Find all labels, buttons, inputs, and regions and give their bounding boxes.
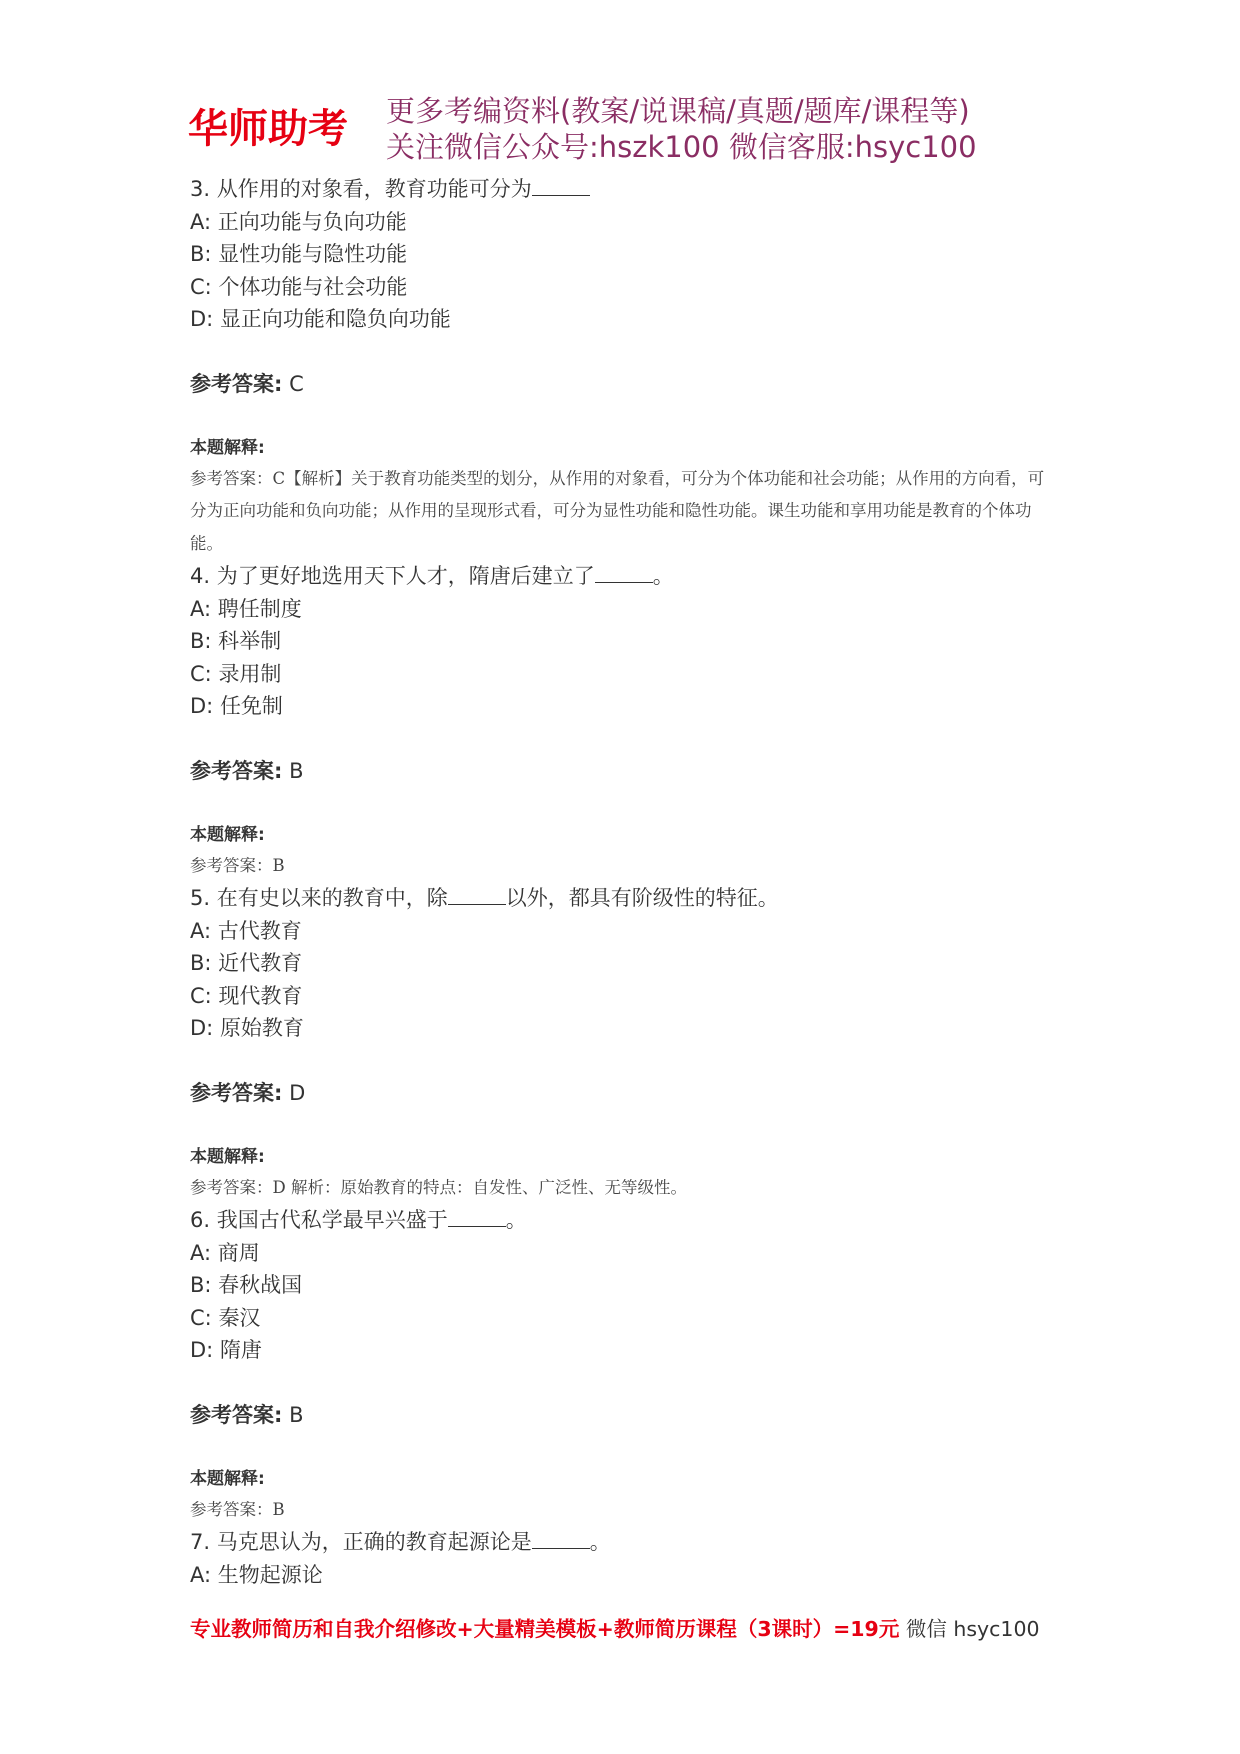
option-text: 显性功能与隐性功能 [218, 242, 408, 266]
question-number: 7. [190, 1530, 211, 1554]
banner-text [386, 93, 977, 165]
answer-blank [532, 1530, 590, 1549]
answer-value: B [289, 758, 304, 783]
option-b [190, 625, 1070, 658]
question-stem [190, 1526, 1070, 1559]
question-text-tail: 以外，都具有阶级性的特征。 [505, 886, 779, 910]
explanation-text: 参考答案：B [190, 1499, 285, 1519]
answer-blank [448, 1208, 506, 1227]
explanation-text: 参考答案：D 解析：原始教育的特点：自发性、广泛性、无等级性。 [190, 1177, 687, 1197]
explanation-text: 参考答案：C【解析】关于教育功能类型的划分，从作用的对象看，可分为个体功能和社会功能；从作用的方向看，可分为正向功能和负向功能；从作用的呈现形式看，可分为显性功能和隐性功能。课生功能和享用功能是教育的个体功能。 [190, 468, 1045, 553]
answer-value: D [289, 1080, 306, 1105]
answer-label: 参考答案: [190, 371, 283, 396]
explanation-title: 本题解释: [190, 1146, 265, 1167]
question-text: 马克思认为，正确的教育起源论是 [216, 1530, 532, 1554]
option-letter: A: [190, 1562, 212, 1587]
option-letter: B: [190, 242, 212, 266]
option-c [190, 271, 1070, 304]
answer-label: 参考答案: [190, 1402, 283, 1427]
question-number: 6. [190, 1208, 211, 1232]
explanation-title: 本题解释: [190, 1468, 265, 1489]
option-text: 春秋战国 [218, 1273, 303, 1297]
option-text: 聘任制度 [217, 596, 302, 621]
option-d [190, 1012, 1070, 1045]
answer-value: C [289, 371, 304, 396]
option-text: 古代教育 [217, 918, 302, 943]
question-block [190, 882, 1070, 1204]
banner-line-1: 更多考编资料(教案/说课稿/真题/题库/课程等) [386, 94, 970, 128]
explanation-title: 本题解释: [190, 437, 265, 458]
question-block [190, 173, 1070, 560]
option-letter: D: [190, 1338, 214, 1362]
question-block [190, 1204, 1070, 1526]
option-text: 正向功能与负向功能 [217, 209, 407, 234]
option-text: 隋唐 [219, 1338, 262, 1362]
option-d [190, 1334, 1070, 1367]
option-text: 录用制 [218, 661, 282, 686]
footer-ad-contact: 微信 hsyc100 [899, 1617, 1040, 1641]
option-letter: C: [190, 983, 212, 1008]
answer-row [190, 1078, 1070, 1108]
question-text: 在有史以来的教育中，除 [216, 886, 448, 910]
option-text: 个体功能与社会功能 [218, 274, 408, 299]
answer-value: B [289, 1402, 304, 1427]
option-text: 生物起源论 [217, 1562, 323, 1587]
option-letter: D: [190, 694, 214, 718]
header-banner [188, 92, 1018, 166]
question-stem [190, 560, 1070, 593]
option-text: 显正向功能和隐负向功能 [219, 307, 451, 331]
question-list [190, 173, 1070, 1591]
option-letter: D: [190, 1016, 214, 1040]
option-letter: C: [190, 1305, 212, 1330]
question-text-tail: 。 [505, 1208, 527, 1232]
option-letter: A: [190, 1240, 212, 1265]
option-a [190, 915, 1070, 948]
question-stem [190, 882, 1070, 915]
question-text: 为了更好地选用天下人才，隋唐后建立了 [216, 564, 595, 588]
question-stem [190, 173, 1070, 206]
answer-blank [448, 886, 506, 905]
option-b [190, 238, 1070, 271]
answer-row [190, 369, 1070, 399]
question-text: 从作用的对象看，教育功能可分为 [216, 177, 532, 201]
question-text-tail: 。 [652, 564, 674, 588]
option-text: 任免制 [219, 694, 283, 718]
brand-logo-text: 华师助考 [188, 106, 348, 152]
option-text: 现代教育 [218, 983, 303, 1008]
question-number: 4. [190, 564, 211, 588]
option-b [190, 1269, 1070, 1302]
option-c [190, 658, 1070, 691]
answer-blank [595, 564, 653, 583]
option-a [190, 206, 1070, 239]
answer-row [190, 756, 1070, 786]
footer-advertisement [190, 1614, 1040, 1644]
option-letter: A: [190, 209, 212, 234]
option-letter: D: [190, 307, 214, 331]
option-letter: C: [190, 661, 212, 686]
option-letter: B: [190, 951, 212, 975]
option-d [190, 303, 1070, 336]
option-letter: A: [190, 918, 212, 943]
question-number: 3. [190, 177, 211, 201]
answer-row [190, 1400, 1070, 1430]
option-letter: B: [190, 1273, 212, 1297]
answer-label: 参考答案: [190, 1080, 283, 1105]
option-text: 商周 [217, 1240, 260, 1265]
question-text-tail: 。 [589, 1530, 611, 1554]
question-stem [190, 1204, 1070, 1237]
question-block [190, 1526, 1070, 1591]
explanation-title: 本题解释: [190, 824, 265, 845]
option-letter: A: [190, 596, 212, 621]
option-text: 近代教育 [218, 951, 303, 975]
option-c [190, 980, 1070, 1013]
answer-blank [532, 177, 590, 196]
question-number: 5. [190, 886, 211, 910]
answer-label: 参考答案: [190, 758, 283, 783]
option-a [190, 593, 1070, 626]
explanation-text: 参考答案：B [190, 855, 285, 875]
option-b [190, 947, 1070, 980]
footer-ad-highlight: 专业教师简历和自我介绍修改+大量精美模板+教师简历课程（3课时）=19元 [190, 1617, 900, 1641]
option-letter: C: [190, 274, 212, 299]
option-letter: B: [190, 629, 212, 653]
option-a [190, 1237, 1070, 1270]
option-text: 原始教育 [219, 1016, 304, 1040]
option-text: 秦汉 [218, 1305, 261, 1330]
question-block [190, 560, 1070, 882]
banner-line-2: 关注微信公众号:hszk100 微信客服:hsyc100 [386, 130, 977, 164]
option-c [190, 1302, 1070, 1335]
option-d [190, 690, 1070, 723]
option-text: 科举制 [218, 629, 282, 653]
question-text: 我国古代私学最早兴盛于 [216, 1208, 448, 1232]
option-a [190, 1559, 1070, 1592]
